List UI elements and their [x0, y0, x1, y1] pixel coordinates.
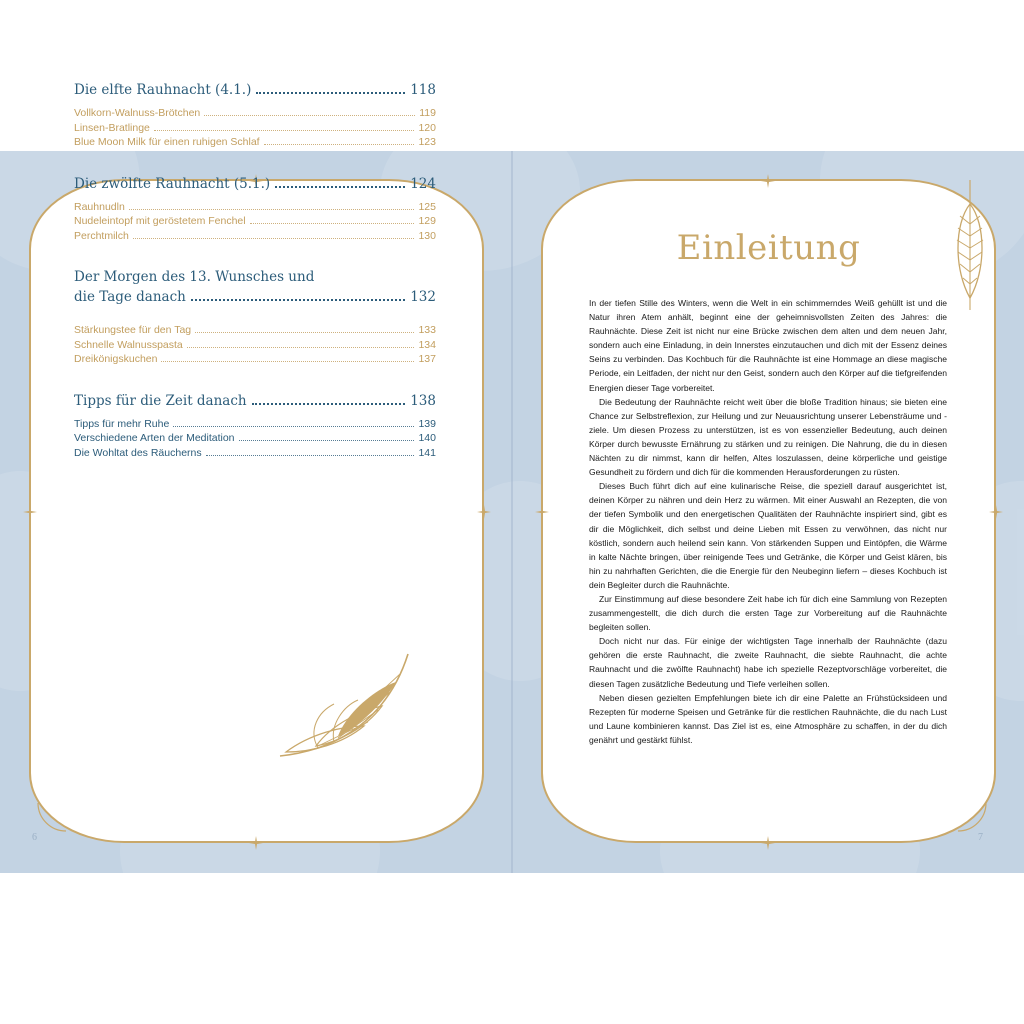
leader-dots — [206, 454, 415, 456]
sparkle-icon — [477, 505, 491, 519]
leader-dots — [173, 425, 414, 427]
toc-page-number: 124 — [410, 175, 436, 192]
toc-heading[interactable] — [74, 391, 436, 411]
leader-dots — [195, 331, 414, 333]
toc-entry-page: 125 — [418, 200, 436, 213]
leader-dots — [239, 439, 415, 441]
toc-entry[interactable] — [74, 338, 436, 353]
toc-heading-text: Der Morgen des 13. Wunsches und — [74, 269, 315, 285]
leader-dots — [250, 222, 415, 224]
toc-entry-page: 129 — [418, 215, 436, 227]
page-number-right: 7 — [978, 832, 983, 843]
toc-entry[interactable] — [74, 214, 436, 229]
corner-ornament — [956, 801, 988, 833]
toc-page-number: 138 — [410, 392, 436, 409]
paragraph: Dieses Buch führt dich auf eine kulinarische Reise, die speziell darauf ausgerichtet ist, deinen Körper zu nähren und dein Herz zu wärmen. Mit einer Auswahl an Rezepten, die von der tiefen Symbolik und den energetischen Qualitäten der Rauhnächte inspiriert sind, gibt es dir die Möglichkeit, dich selbst und deine Lieben mit Essen zu verwöhnen, das nicht nur köstlich, sondern auch heilend sein kann. Von stärkenden Suppen und Eintöpfen, die Wärme in kalte Nächte bringen, über reinigende Tees und Getränke, die Körper und Geist klären, bis hin zu nahrhaften Gerichten, die die Energie für den Neubeginn liefern – dieses Kochbuch ist dein Begleiter durch die Rauhnächte. — [589, 481, 947, 590]
leader-dots — [191, 298, 405, 301]
toc-heading[interactable] — [74, 80, 436, 100]
paragraph: Neben diesen gezielten Empfehlungen biete ich dir eine Palette an Frühstücksideen und Rezepten für moderne Speisen und Getränke für die restlichen Rauhnächte, die du nach Lust und Laune kombinieren kannst. Das Ziel ist es, eine Atmosphäre zu schaffen, in der du dich genährt und gestärkt fühlst. — [589, 692, 947, 745]
toc-entry-label: Die Wohltat des Räucherns — [74, 446, 202, 459]
toc-entry-label: Rauhnudln — [74, 200, 125, 213]
toc-heading-text: Die zwölfte Rauhnacht (5.1.) — [74, 175, 271, 192]
toc-heading-text: Die elfte Rauhnacht (4.1.) — [74, 82, 252, 98]
toc-entry[interactable] — [74, 323, 436, 338]
toc-section — [74, 80, 436, 150]
toc-entry-label: Blue Moon Milk für einen ruhigen Schlaf — [74, 136, 260, 148]
toc-entry-page: 134 — [418, 338, 436, 351]
toc-entry-label: Vollkorn-Walnuss-Brötchen — [74, 107, 201, 119]
toc-entry-page: 133 — [418, 324, 436, 336]
leader-dots — [161, 360, 414, 362]
toc-entry-page: 120 — [418, 121, 436, 134]
toc-entry[interactable] — [74, 417, 436, 432]
paragraph: Die Bedeutung der Rauhnächte reicht weit über die bloße Tradition hinaus; sie bieten eine Chance zur Selbstreflexion, zur Heilung und zur Neuausrichtung unserer Lebensträume und -ziele. Um diesen Prozess zu unterstützen, ist es von essenzieller Bedeutung, auch deinen Körper durch bewusste Ernährung zu stärken und zu reinigen. Die Nahrung, die du in diesen Nächten zu dir nimmst, kann dir helfen, Altes loszulassen, deine körperliche und geistige Gesundheit zu fördern und dich für die kommenden Herausforderungen zu rüsten. — [589, 396, 947, 478]
toc-entry[interactable] — [74, 106, 436, 121]
book-gutter — [511, 151, 513, 873]
toc-entry[interactable] — [74, 200, 436, 215]
toc-entry-label: Schnelle Walnusspasta — [74, 338, 183, 351]
toc-entry-page: 139 — [418, 417, 436, 430]
page-number-left: 6 — [32, 832, 37, 843]
toc-page-number: 132 — [410, 289, 436, 305]
leader-dots — [264, 143, 415, 145]
toc-section — [74, 174, 436, 244]
toc-entry-page: 141 — [418, 446, 436, 459]
leader-dots — [252, 402, 406, 405]
page-title: Einleitung — [676, 228, 861, 268]
sparkle-icon — [989, 505, 1003, 519]
toc-section — [74, 267, 436, 367]
sparkle-icon — [249, 836, 263, 850]
toc-entry-label: Perchtmilch — [74, 229, 129, 242]
feather-icon — [278, 652, 414, 760]
sparkle-icon — [761, 174, 775, 188]
toc-entry-page: 119 — [419, 107, 436, 119]
toc-heading[interactable] — [74, 267, 436, 307]
toc-entry-label: Tipps für mehr Ruhe — [74, 417, 170, 430]
paragraph: Zur Einstimmung auf diese besondere Zeit habe ich für dich eine Sammlung von Rezepten zusammengestellt, die dich durch die ersten Tage zur Vorbereitung auf die Rauhnächte begleiten sollen. — [589, 593, 947, 633]
toc-entry-page: 137 — [418, 353, 436, 365]
leader-dots — [187, 346, 415, 348]
sparkle-icon — [761, 836, 775, 850]
intro-body-text — [589, 296, 947, 747]
leader-dots — [256, 91, 405, 94]
toc-entry[interactable] — [74, 431, 436, 446]
sparkle-icon — [23, 505, 37, 519]
toc-entry-label: Stärkungstee für den Tag — [74, 324, 192, 336]
toc-entry-label: Dreikönigskuchen — [74, 353, 158, 365]
table-of-contents — [74, 80, 436, 482]
toc-entry[interactable] — [74, 135, 436, 150]
toc-entry[interactable] — [74, 121, 436, 136]
toc-heading-text: die Tage danach — [74, 289, 186, 305]
toc-heading[interactable] — [74, 174, 436, 194]
toc-page-number: 118 — [410, 82, 436, 98]
sparkle-icon — [535, 505, 549, 519]
toc-section — [74, 391, 436, 461]
paragraph: In der tiefen Stille des Winters, wenn die Welt in ein schimmerndes Weiß gehüllt ist und die Natur ihren Atem anhält, beginnt eine der geheimnisvollsten Zeiten des Jahres: die Rauhnächte. Diese Zeit ist nicht nur eine Brücke zwischen dem alten und dem neuen Jahr, sondern auch eine Einladung, in dein Innerstes einzutauchen und dich mit der Essenz deines Seins zu verbinden. Das Kochbuch für die Rauhnächte ist eine Hommage an diese magische Periode, ein Leitfaden, der nicht nur den Geist, sondern auch den Körper auf die tiefgreifenden Energien dieser Tage vorbereitet. — [589, 298, 947, 393]
toc-entry-page: 123 — [418, 136, 436, 148]
leader-dots — [133, 237, 415, 239]
toc-entry-label: Verschiedene Arten der Meditation — [74, 432, 235, 444]
toc-entry-label: Nudeleintopf mit geröstetem Fenchel — [74, 215, 246, 227]
leader-dots — [154, 129, 415, 131]
toc-entry-label: Linsen-Bratlinge — [74, 121, 150, 134]
corner-ornament — [36, 801, 68, 833]
toc-entry[interactable] — [74, 352, 436, 367]
toc-heading-text: Tipps für die Zeit danach — [74, 392, 247, 409]
toc-entry-page: 140 — [418, 432, 436, 444]
toc-entry-page: 130 — [418, 229, 436, 242]
toc-entry[interactable] — [74, 446, 436, 461]
leader-dots — [275, 185, 405, 188]
paragraph: Doch nicht nur das. Für einige der wichtigsten Tage innerhalb der Rauhnächte (dazu gehören die erste Rauhnacht, die zweite Rauhnacht, die siebte Rauhnacht, die achte Rauhnacht und die zwölfte Rauhnacht) habe ich spezielle Rezeptvorschläge vorbereitet, die diesen Tagen zusätzliche Bedeutung und Tiefe verleihen sollen. — [589, 636, 947, 689]
toc-entry[interactable] — [74, 229, 436, 244]
leader-dots — [204, 114, 415, 116]
leader-dots — [129, 208, 415, 210]
